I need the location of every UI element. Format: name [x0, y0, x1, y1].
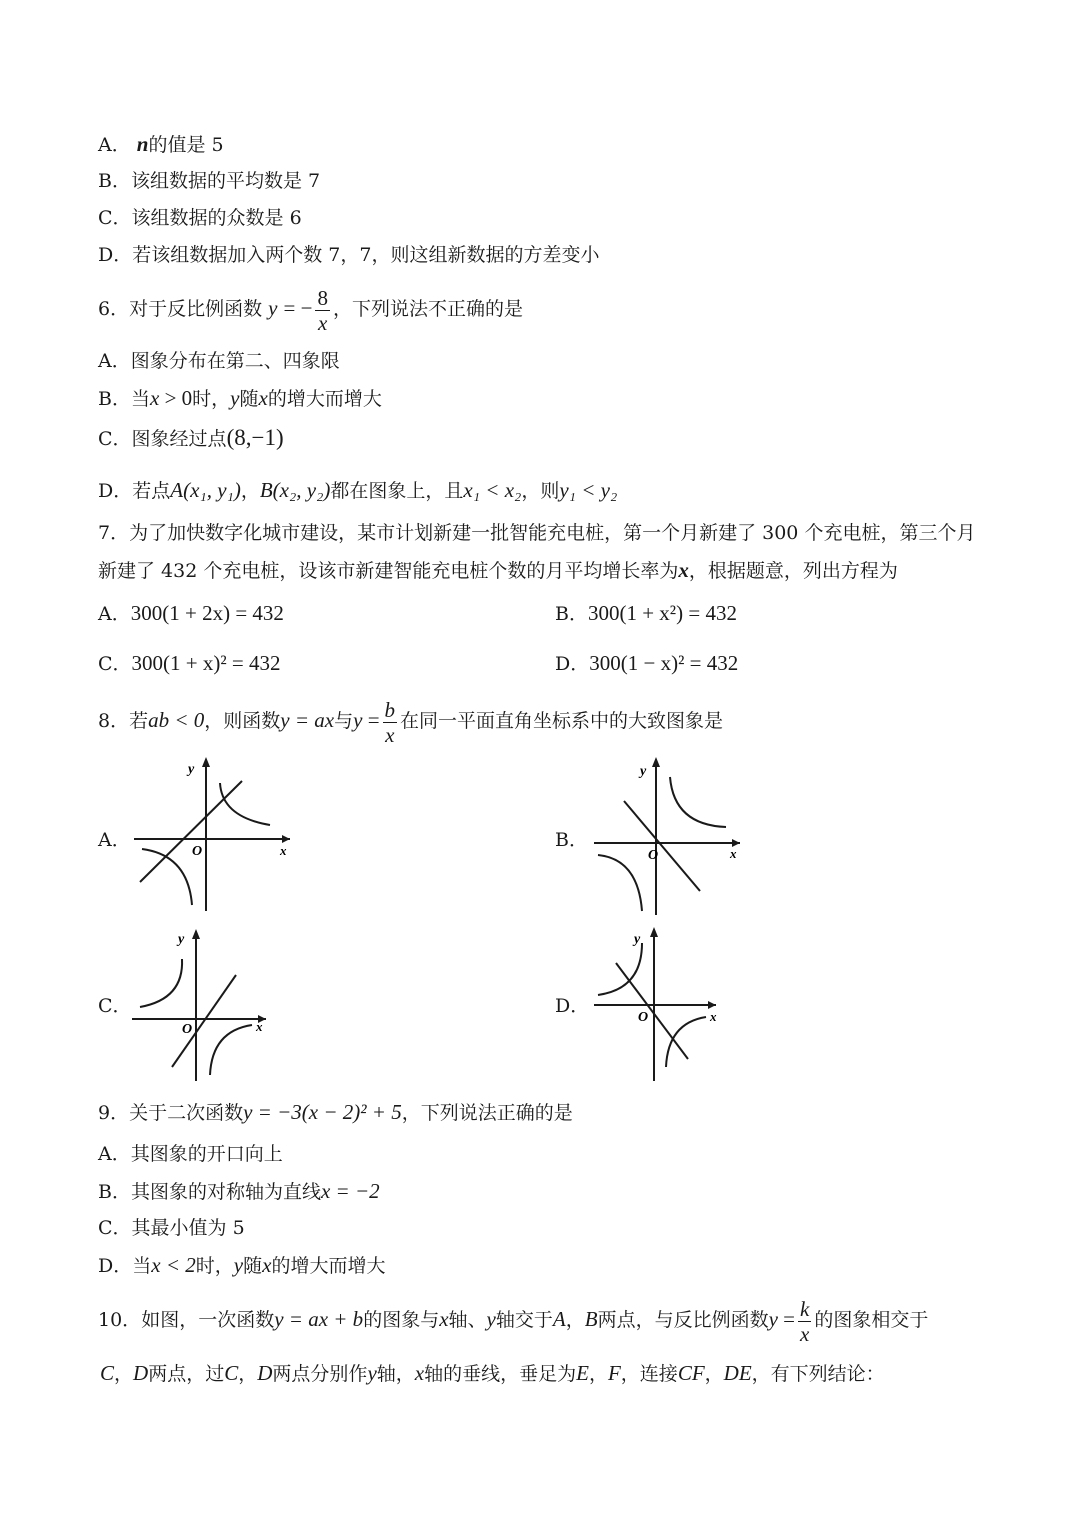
q9-option-d: [98, 1252, 385, 1279]
math-var: y: [367, 1361, 377, 1385]
stem-text: 轴，: [376, 1363, 415, 1385]
option-label: B．: [98, 388, 131, 410]
math-var: y: [233, 1253, 244, 1277]
option-label: C．: [98, 207, 132, 229]
option-label: A．: [98, 350, 131, 372]
fraction: [315, 286, 330, 335]
math-var: y: [230, 386, 240, 410]
option-label: B．: [98, 170, 131, 192]
fraction-numerator: b: [384, 697, 396, 722]
math-var: y: [768, 1307, 778, 1331]
axis-x-label: x: [256, 1019, 263, 1034]
q8-graph-c: [128, 925, 278, 1089]
stem-text: ，下列说法不正确的是: [332, 298, 523, 320]
option-text: 其图象的对称轴为直线: [130, 1181, 321, 1203]
fraction-denominator: x: [800, 1321, 810, 1346]
q8-graph-b: [588, 755, 758, 924]
stem-text: ，根据题意，列出方程为: [688, 560, 898, 582]
math-equation: 300(1 + 2x) = 432: [130, 601, 284, 625]
stem-text: 轴交于: [495, 1309, 553, 1331]
option-text: 随: [243, 1255, 263, 1277]
option-text: 当: [130, 388, 150, 410]
option-text: 该组数据的众数是 6: [131, 207, 302, 229]
origin-label: O: [192, 844, 203, 859]
option-label: D．: [555, 653, 590, 675]
stem-text: ，: [565, 1309, 585, 1331]
q7-stem-line2: [98, 557, 898, 584]
q8-graph-d: [590, 925, 740, 1089]
math-point: (x₁, y₁): [183, 478, 241, 502]
stem-text: 的图象相交于: [814, 1309, 929, 1331]
q6-option-c: [98, 425, 284, 452]
math-var: x: [149, 386, 160, 410]
option-text: 图象经过点: [131, 428, 227, 450]
q9-stem: [98, 1099, 573, 1126]
stem-text: 如图，一次函数: [141, 1309, 275, 1331]
question-number: 9．: [98, 1102, 130, 1124]
axis-x-label: x: [280, 843, 287, 858]
math-expr: y = ax: [280, 708, 335, 732]
math-expr: x < 2: [151, 1253, 196, 1277]
origin-label: O: [182, 1022, 193, 1037]
question-number: 6．: [98, 298, 130, 320]
option-text: ，则: [521, 480, 560, 502]
math-equation: 300(1 + x)² = 432: [131, 651, 281, 675]
q8-option-a-label: A．: [98, 829, 131, 851]
origin-label: O: [638, 1010, 649, 1025]
math-equation: x = −2: [320, 1179, 380, 1203]
q7-option-a: [98, 600, 284, 627]
math-var: C: [100, 1361, 115, 1385]
q8-graph-a: [130, 755, 300, 919]
math-expr: > 0: [159, 386, 193, 410]
stem-text: 两点，与反比例函数: [597, 1309, 769, 1331]
option-text: 时，: [195, 1255, 234, 1277]
math-var: y: [486, 1307, 496, 1331]
option-text: 时，: [192, 388, 231, 410]
option-label: D．: [98, 244, 133, 266]
math-expr: ab < 0: [148, 708, 205, 732]
math-op: =: [362, 708, 380, 732]
q5-option-b: [98, 168, 320, 194]
q6-stem: [98, 283, 523, 335]
q7-option-b: [555, 600, 737, 627]
option-label: C．: [98, 428, 132, 450]
option-label: B．: [555, 603, 588, 625]
option-label: D．: [98, 1255, 133, 1277]
math-point: (x₂, y₂): [272, 478, 331, 502]
math-var: n: [136, 132, 149, 156]
stem-text: ，: [588, 1363, 608, 1385]
option-text: 其图象的开口向上: [130, 1143, 283, 1165]
option-text: 该组数据的平均数是 7: [130, 170, 321, 192]
math-var: x: [414, 1361, 425, 1385]
q7-option-d: [555, 650, 738, 677]
q6-option-a: [98, 348, 340, 374]
option-label: C．: [98, 653, 132, 675]
fraction-numerator: 8: [317, 285, 328, 310]
q8-option-d-label: D．: [555, 995, 590, 1017]
math-var: x: [678, 558, 689, 582]
stem-text: 的图象与: [363, 1309, 440, 1331]
stem-text: 两点分别作: [272, 1363, 368, 1385]
axis-y-label: y: [634, 932, 641, 947]
stem-text: ，有下列结论：: [751, 1363, 885, 1385]
option-text: ，: [240, 480, 260, 502]
option-text: 当: [132, 1255, 152, 1277]
option-text: 若该组数据加入两个数 7，7，则这组新数据的方差变小: [132, 244, 600, 266]
axis-y-label: y: [188, 762, 195, 777]
math-var: A: [170, 478, 184, 502]
question-number: 8．: [98, 710, 130, 732]
stem-text: ，: [704, 1363, 724, 1385]
math-expr: y₁ < y₂: [559, 478, 618, 502]
q5-option-a: [98, 131, 224, 158]
math-var: D: [257, 1361, 273, 1385]
option-label: A．: [98, 603, 131, 625]
option-label: B．: [98, 1181, 131, 1203]
math-var: x: [258, 386, 268, 410]
q7-stem-line1: [98, 520, 975, 546]
option-text: 图象分布在第二、四象限: [130, 350, 340, 372]
math-op: =: [777, 1307, 795, 1331]
math-var: y: [353, 708, 363, 732]
q10-stem-line2: [100, 1360, 885, 1387]
math-var: CF: [677, 1361, 705, 1385]
option-text: 随: [239, 388, 259, 410]
stem-text: 为了加快数字化城市建设，某市计划新建一批智能充电桩，第一个月新建了 300 个充电桩，第三个月: [129, 522, 976, 544]
math-var: B: [259, 478, 273, 502]
q6-option-d: [98, 477, 617, 504]
q9-option-b: [98, 1178, 380, 1205]
math-equation: 300(1 + x²) = 432: [587, 601, 737, 625]
fraction-denominator: x: [383, 722, 398, 747]
stem-text: ，则函数: [204, 710, 281, 732]
axis-y-label: y: [640, 764, 647, 779]
stem-text: ，: [238, 1363, 258, 1385]
axis-y-label: y: [178, 932, 185, 947]
math-var: y: [268, 296, 278, 320]
stem-text: 两点，过: [148, 1363, 225, 1385]
q7-option-c: [98, 650, 281, 677]
q9-option-c: [98, 1215, 245, 1241]
option-label: C．: [98, 1217, 132, 1239]
math-point: (8,−1): [226, 425, 284, 450]
q6-option-b: [98, 385, 382, 412]
axis-x-label: x: [710, 1009, 717, 1024]
math-function: y = ax + b: [274, 1307, 364, 1331]
math-op: = −: [283, 296, 313, 320]
fraction: [798, 1297, 811, 1346]
option-text: 的增大而增大: [267, 388, 382, 410]
option-text: 都在图象上，且: [330, 480, 464, 502]
stem-text: 关于二次函数: [129, 1102, 244, 1124]
option-label: A．: [98, 1143, 131, 1165]
fraction-denominator: x: [315, 310, 330, 335]
stem-text: 在同一平面直角坐标系中的大致图象是: [400, 710, 724, 732]
fraction-numerator: k: [800, 1296, 810, 1321]
stem-text: 新建了 432 个充电桩，设该市新建智能充电桩个数的月平均增长率为: [98, 560, 679, 582]
option-text: 的值是 5: [148, 134, 224, 156]
fraction: [383, 698, 398, 747]
math-var: B: [584, 1307, 598, 1331]
math-var: DE: [723, 1361, 752, 1385]
math-var: C: [224, 1361, 239, 1385]
q8-option-c-label: C．: [98, 995, 132, 1017]
origin-label: O: [648, 848, 659, 863]
q5-option-c: [98, 205, 302, 231]
question-number: 10．: [98, 1309, 142, 1331]
stem-text: 若: [129, 710, 149, 732]
math-var: x: [439, 1307, 449, 1331]
q10-stem-line1: [98, 1294, 928, 1346]
option-label: D．: [98, 480, 133, 502]
math-var: A: [552, 1307, 566, 1331]
q5-option-d: [98, 242, 599, 268]
stem-text: 轴、: [448, 1309, 487, 1331]
option-label: A．: [98, 134, 131, 156]
option-text: 其最小值为 5: [131, 1217, 245, 1239]
math-var: F: [607, 1361, 621, 1385]
stem-text: 轴的垂线，垂足为: [424, 1363, 577, 1385]
stem-text: ，: [114, 1363, 134, 1385]
math-expr: x₁ < x₂: [463, 478, 522, 502]
math-function: y = −3(x − 2)² + 5: [243, 1100, 402, 1124]
option-text: 若点: [132, 480, 171, 502]
question-number: 7．: [98, 522, 130, 544]
option-text: 的增大而增大: [271, 1255, 386, 1277]
q9-option-a: [98, 1141, 283, 1167]
stem-text: ，下列说法正确的是: [401, 1102, 573, 1124]
q8-stem: [98, 695, 723, 747]
stem-text: 与: [334, 710, 354, 732]
stem-text: ，连接: [620, 1363, 678, 1385]
math-equation: 300(1 − x)² = 432: [589, 651, 739, 675]
axis-x-label: x: [730, 846, 737, 861]
math-var: E: [576, 1361, 589, 1385]
math-var: D: [133, 1361, 149, 1385]
q8-option-b-label: B．: [555, 829, 588, 851]
stem-text: 对于反比例函数: [129, 298, 263, 320]
math-var: x: [262, 1253, 272, 1277]
